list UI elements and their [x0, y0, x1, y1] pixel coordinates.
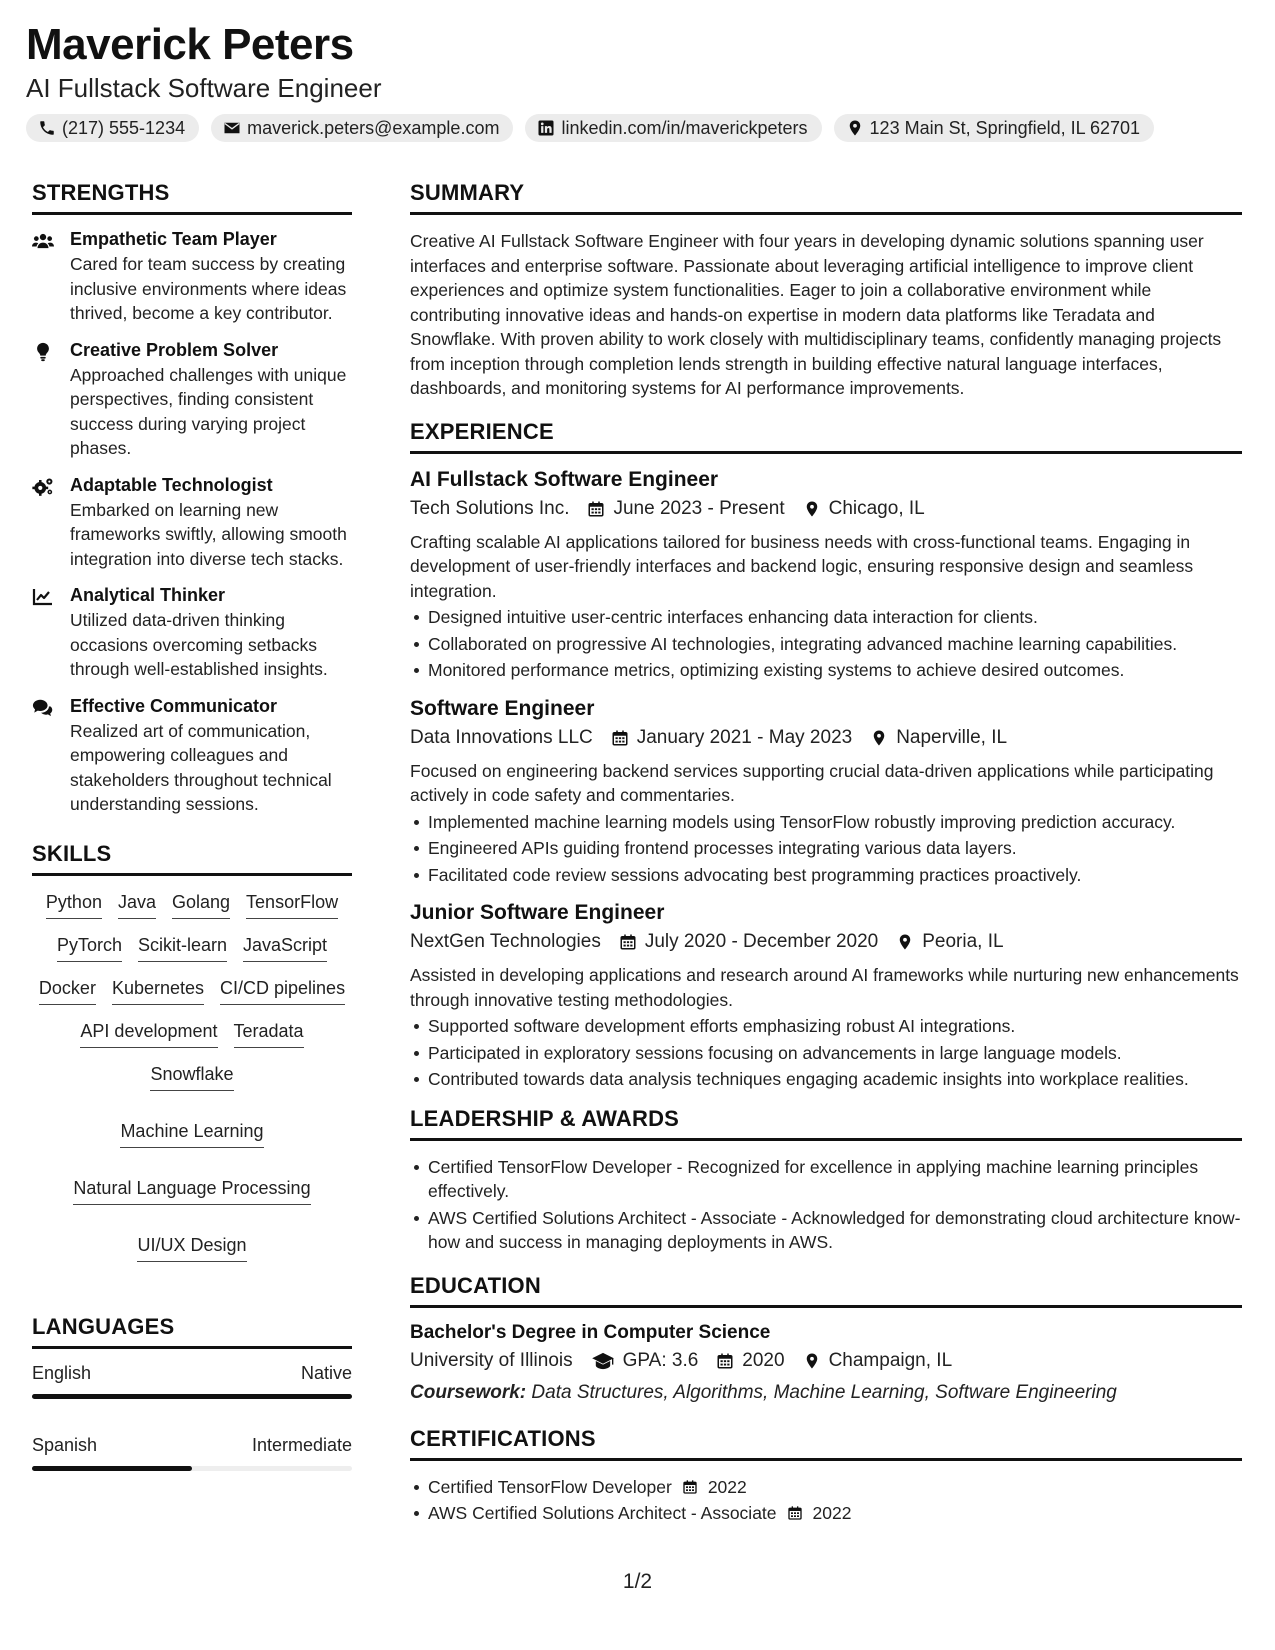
- candidate-title: AI Fullstack Software Engineer: [26, 73, 382, 103]
- strengths-heading: STRENGTHS: [32, 180, 352, 215]
- candidate-name: Maverick Peters: [26, 20, 354, 69]
- skill-tag: API development: [80, 1019, 217, 1048]
- job-dates: July 2020 - December 2020: [644, 931, 879, 952]
- certification-year: 2022: [707, 1476, 747, 1497]
- strength-item: [32, 585, 352, 682]
- strength-item: [32, 340, 352, 461]
- skill-tag: Scikit-learn: [138, 933, 227, 962]
- job-location: Chicago, IL: [828, 497, 925, 519]
- graduation-year: 2020: [742, 1349, 785, 1371]
- certification-name: AWS Certified Solutions Architect - Associate: [428, 1503, 777, 1523]
- skill-tag: CI/CD pipelines: [220, 976, 345, 1005]
- language-level: Intermediate: [251, 1434, 352, 1455]
- skill-tag: Python: [46, 890, 102, 919]
- skill-tag: Docker: [39, 976, 96, 1005]
- education-heading: EDUCATION: [410, 1273, 1242, 1308]
- job-bullet: Designed intuitive user-centric interfaces enhancing data interaction for clients.: [428, 605, 1242, 630]
- job-company: Data Innovations LLC: [410, 726, 593, 748]
- calendar-icon: [611, 729, 629, 747]
- certification-item: [428, 1501, 1242, 1526]
- strength-title: Empathetic Team Player: [70, 229, 277, 249]
- contact-address: [834, 114, 1155, 142]
- skill-tag: Snowflake: [150, 1062, 233, 1091]
- school-name: University of Illinois: [410, 1349, 573, 1371]
- job-entry: [410, 697, 1242, 888]
- contact-bar: [26, 114, 1154, 142]
- award-item: AWS Certified Solutions Architect - Associate - Acknowledged for demonstrating cloud architecture know-how and success in managing deployments in AWS.: [428, 1206, 1242, 1255]
- calendar-icon: [787, 1505, 803, 1521]
- location-pin-icon: [870, 729, 888, 747]
- school-location: Champaign, IL: [828, 1349, 953, 1371]
- language-name: English: [32, 1362, 92, 1383]
- language-level: Native: [300, 1362, 352, 1383]
- contact-phone[interactable]: [26, 114, 199, 142]
- language-item: [32, 1363, 352, 1399]
- skill-tag: UI/UX Design: [137, 1233, 246, 1262]
- location-pin-icon: [803, 500, 821, 518]
- contact-address-text: 123 Main St, Springfield, IL 62701: [869, 118, 1141, 138]
- strength-title: Creative Problem Solver: [70, 339, 279, 360]
- language-proficiency-fill: [32, 1394, 352, 1399]
- strength-item: [32, 475, 352, 572]
- coursework-list: Data Structures, Algorithms, Machine Learning, Software Engineering: [531, 1381, 1117, 1403]
- strength-desc: Realized art of communication, empowering colleagues and stakeholders throughout technical understanding sessions.: [70, 720, 332, 814]
- skill-tag: Machine Learning: [120, 1119, 263, 1148]
- job-location: Naperville, IL: [896, 726, 1008, 748]
- job-dates: January 2021 - May 2023: [636, 726, 853, 748]
- contact-email[interactable]: [211, 114, 513, 142]
- calendar-icon: [716, 1352, 734, 1370]
- certification-item: [428, 1475, 1242, 1500]
- calendar-icon: [619, 933, 637, 951]
- job-dates: June 2023 - Present: [613, 497, 785, 519]
- users-icon: [32, 231, 54, 251]
- job-description: Assisted in developing applications and research around AI frameworks while nurturing new enhancements through innovative testing methodologies.: [410, 965, 1239, 1010]
- skill-tag: TensorFlow: [246, 890, 338, 919]
- coursework: [410, 1382, 1242, 1404]
- language-proficiency-fill: [32, 1466, 192, 1471]
- right-column: [410, 180, 1242, 1528]
- award-item: Certified TensorFlow Developer - Recognized for excellence in applying machine learning principles effectively.: [428, 1155, 1242, 1204]
- job-location: Peoria, IL: [922, 931, 1004, 952]
- job-bullet: Collaborated on progressive AI technologies, integrating advanced machine learning capabilities.: [428, 632, 1242, 657]
- skill-tag: Kubernetes: [112, 976, 204, 1005]
- strength-item: [32, 229, 352, 326]
- experience-heading: EXPERIENCE: [410, 419, 1242, 454]
- leadership-heading: LEADERSHIP & AWARDS: [410, 1106, 1242, 1141]
- lightbulb-icon: [32, 342, 54, 362]
- left-column: [32, 180, 352, 1491]
- certification-name: Certified TensorFlow Developer: [428, 1476, 672, 1497]
- coursework-label: Coursework:: [410, 1381, 527, 1403]
- strength-desc: Cared for team success by creating inclusive environments where ideas thrived, become a key contributor.: [70, 254, 347, 323]
- job-entry: [410, 468, 1242, 683]
- calendar-icon: [587, 500, 605, 518]
- strength-title: Analytical Thinker: [70, 585, 226, 605]
- summary-heading: SUMMARY: [410, 180, 1242, 215]
- job-entry: [410, 901, 1242, 1092]
- job-title: AI Fullstack Software Engineer: [410, 467, 719, 491]
- job-bullet: Facilitated code review sessions advocating best programming practices proactively.: [428, 863, 1242, 888]
- gpa: GPA: 3.6: [622, 1349, 699, 1371]
- contact-phone-text: (217) 555-1234: [62, 118, 186, 138]
- envelope-icon: [223, 119, 241, 137]
- job-bullet: Supported software development efforts emphasizing robust AI integrations.: [428, 1014, 1242, 1039]
- job-bullet: Participated in exploratory sessions focusing on advancements in large language models.: [428, 1041, 1242, 1066]
- skill-tag: PyTorch: [57, 933, 122, 962]
- skill-tag: Java: [118, 890, 156, 919]
- location-pin-icon: [846, 119, 864, 137]
- contact-email-text: maverick.peters@example.com: [247, 118, 500, 138]
- certifications-heading: CERTIFICATIONS: [410, 1426, 1242, 1461]
- contact-linkedin-text: linkedin.com/in/maverickpeters: [561, 118, 808, 138]
- graduation-cap-icon: [591, 1352, 615, 1370]
- skills-list: [32, 890, 352, 1262]
- skill-tag: Natural Language Processing: [73, 1176, 310, 1205]
- job-bullet: Contributed towards data analysis techniques engaging academic insights into workplace realities.: [428, 1067, 1242, 1092]
- calendar-icon: [682, 1479, 698, 1495]
- job-title: Software Engineer: [410, 696, 595, 720]
- degree-title: Bachelor's Degree in Computer Science: [410, 1321, 771, 1343]
- strength-desc: Embarked on learning new frameworks swiftly, allowing smooth integration into diverse tech stacks.: [70, 499, 347, 569]
- strength-title: Adaptable Technologist: [70, 474, 273, 495]
- chart-line-icon: [32, 587, 54, 607]
- job-description: Focused on engineering backend services supporting crucial data-driven applications while participating actively in code safety and commentaries.: [410, 760, 1214, 805]
- page-number: 1/2: [622, 1570, 653, 1593]
- language-proficiency-bar: [32, 1394, 352, 1399]
- job-description: Crafting scalable AI applications tailored for business needs with cross-functional teams. Engaging in development of user-friendly interfaces and backend logic, ensuring responsive design and seamless integration.: [410, 531, 1194, 601]
- gears-icon: [32, 477, 54, 497]
- location-pin-icon: [803, 1352, 821, 1370]
- job-company: Tech Solutions Inc.: [410, 497, 570, 519]
- job-bullet: Engineered APIs guiding frontend processes integrating various data layers.: [428, 836, 1242, 861]
- skill-tag: JavaScript: [243, 933, 327, 962]
- comments-icon: [32, 698, 54, 718]
- skill-tag: Golang: [172, 890, 230, 919]
- skill-tag: Teradata: [234, 1019, 304, 1048]
- location-pin-icon: [896, 933, 914, 951]
- job-bullet: Implemented machine learning models using TensorFlow robustly improving prediction accuracy.: [428, 810, 1242, 835]
- contact-linkedin[interactable]: [525, 114, 821, 142]
- language-item: [32, 1435, 352, 1471]
- language-proficiency-bar: [32, 1466, 352, 1471]
- job-title: Junior Software Engineer: [410, 901, 665, 924]
- strength-desc: Approached challenges with unique perspectives, finding consistent success during varying project phases.: [70, 364, 347, 458]
- skills-heading: SKILLS: [32, 841, 352, 876]
- phone-icon: [38, 119, 56, 137]
- job-bullet: Monitored performance metrics, optimizing existing systems to achieve desired outcomes.: [428, 658, 1242, 683]
- languages-heading: LANGUAGES: [32, 1314, 352, 1349]
- language-name: Spanish: [32, 1434, 98, 1455]
- strength-desc: Utilized data-driven thinking occasions overcoming setbacks through well-established insights.: [70, 610, 328, 679]
- job-company: NextGen Technologies: [410, 931, 601, 952]
- summary-text: Creative AI Fullstack Software Engineer with four years in developing dynamic solutions spanning user interfaces and enterprise software. Passionate about leveraging artificial intelligence to improve client experiences and optimize system functionalities. Eager to join a collaborative environment while contributing innovative ideas and hands-on expertise in modern data platforms like Teradata and Snowflake. With proven ability to work closely with multidisciplinary teams, confidently managing projects from inception through completion lends strength in building effective natural language interfaces, dashboards, and monitoring systems for AI performance improvements.: [410, 231, 1222, 398]
- strength-title: Effective Communicator: [70, 695, 278, 716]
- certification-year: 2022: [812, 1503, 852, 1523]
- strength-item: [32, 696, 352, 817]
- linkedin-icon: [537, 119, 555, 137]
